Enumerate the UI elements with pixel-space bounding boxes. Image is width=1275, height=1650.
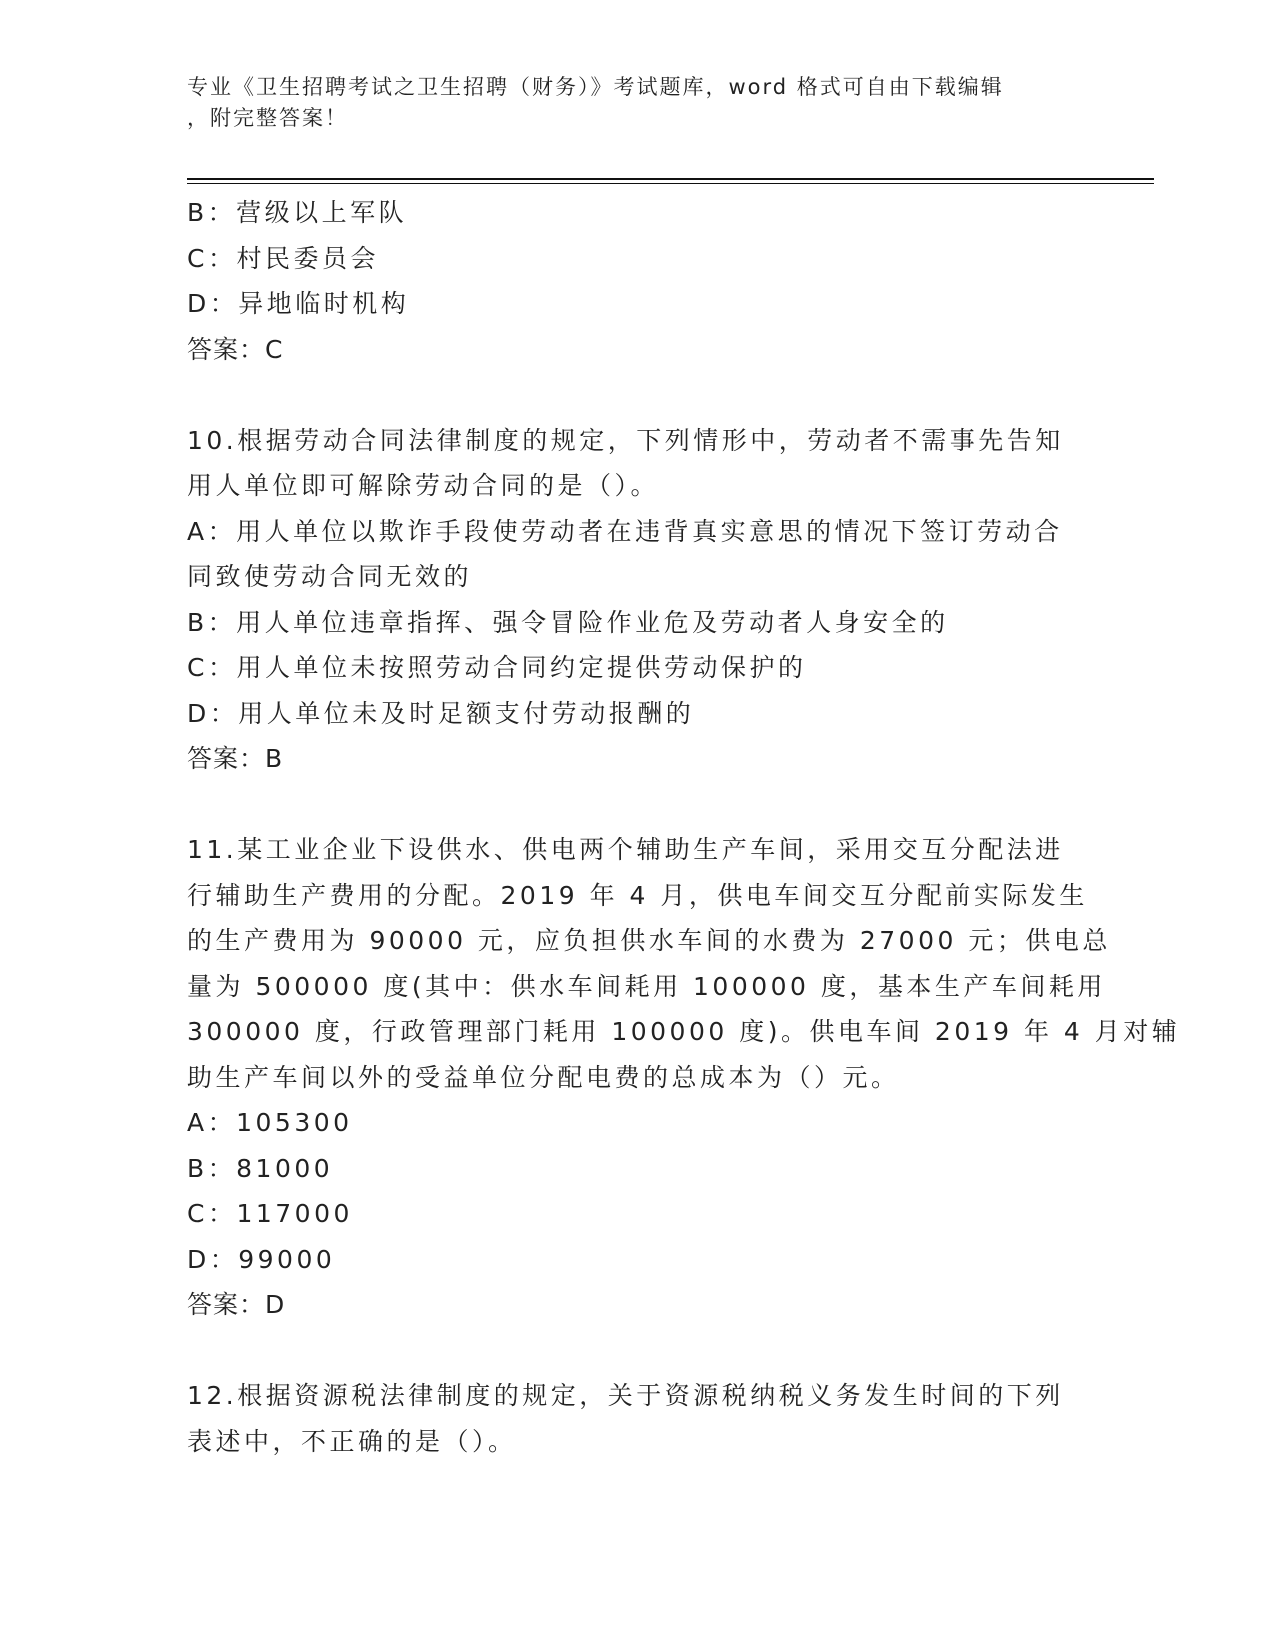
text-line: D：99000: [187, 1244, 336, 1274]
question-block: [187, 827, 1181, 1328]
text-line: C：117000: [187, 1199, 353, 1228]
text-line: 12.根据资源税法律制度的规定，关于资源税纳税义务发生时间的下列: [187, 1381, 1064, 1410]
header-line-2: ，附完整答案！: [187, 106, 348, 130]
text-line: 的生产费用为 90000 元，应负担供水车间的水费为 27000 元；供电总: [187, 926, 1111, 955]
answer-line: 答案：D: [187, 1290, 286, 1319]
question-content: [187, 190, 1181, 1464]
text-line: A：用人单位以欺诈手段使劳动者在违背真实意思的情况下签订劳动合: [187, 516, 1063, 546]
answer-line: 答案：B: [187, 744, 284, 773]
question-block: [187, 418, 1087, 782]
header-rule-thin: [187, 183, 1154, 184]
text-line: D：异地临时机构: [187, 289, 410, 318]
text-line: B：营级以上军队: [187, 198, 408, 227]
block-spacer: [187, 782, 1087, 828]
text-line: 助生产车间以外的受益单位分配电费的总成本为（）元。: [187, 1062, 900, 1092]
text-line: 11.某工业企业下设供水、供电两个辅助生产车间，采用交互分配法进: [187, 835, 1064, 864]
text-line: 行辅助生产费用的分配。2019 年 4 月，供电车间交互分配前实际发生: [187, 880, 1088, 910]
question-block: [187, 1373, 1087, 1464]
header-rule-thick: [187, 178, 1154, 180]
text-line: A：105300: [187, 1108, 353, 1137]
text-line: B：用人单位违章指挥、强令冒险作业危及劳动者人身安全的: [187, 607, 949, 637]
text-line: D：用人单位未及时足额支付劳动报酬的: [187, 698, 695, 728]
block-spacer: [187, 1328, 1087, 1374]
text-line: 量为 500000 度(其中：供水车间耗用 100000 度，基本生产车间耗用: [187, 971, 1106, 1001]
text-line: 用人单位即可解除劳动合同的是（）。: [187, 471, 660, 500]
text-line: 10.根据劳动合同法律制度的规定，下列情形中，劳动者不需事先告知: [187, 425, 1064, 455]
text-line: 300000 度，行政管理部门耗用 100000 度)。供电车间 2019 年 4 月对辅: [187, 1017, 1181, 1046]
header-line-1: 专业《卫生招聘考试之卫生招聘（财务）》考试题库，word 格式可自由下载编辑: [187, 75, 1004, 99]
text-line: C：用人单位未按照劳动合同约定提供劳动保护的: [187, 653, 807, 682]
answer-line: 答案：C: [187, 334, 284, 364]
question-block: [187, 190, 1087, 372]
text-line: 表述中，不正确的是（）。: [187, 1426, 517, 1456]
block-spacer: [187, 372, 1087, 418]
text-line: C：村民委员会: [187, 243, 379, 273]
page-header: [187, 72, 1067, 134]
text-line: B：81000: [187, 1153, 334, 1183]
text-line: 同致使劳动合同无效的: [187, 562, 473, 591]
